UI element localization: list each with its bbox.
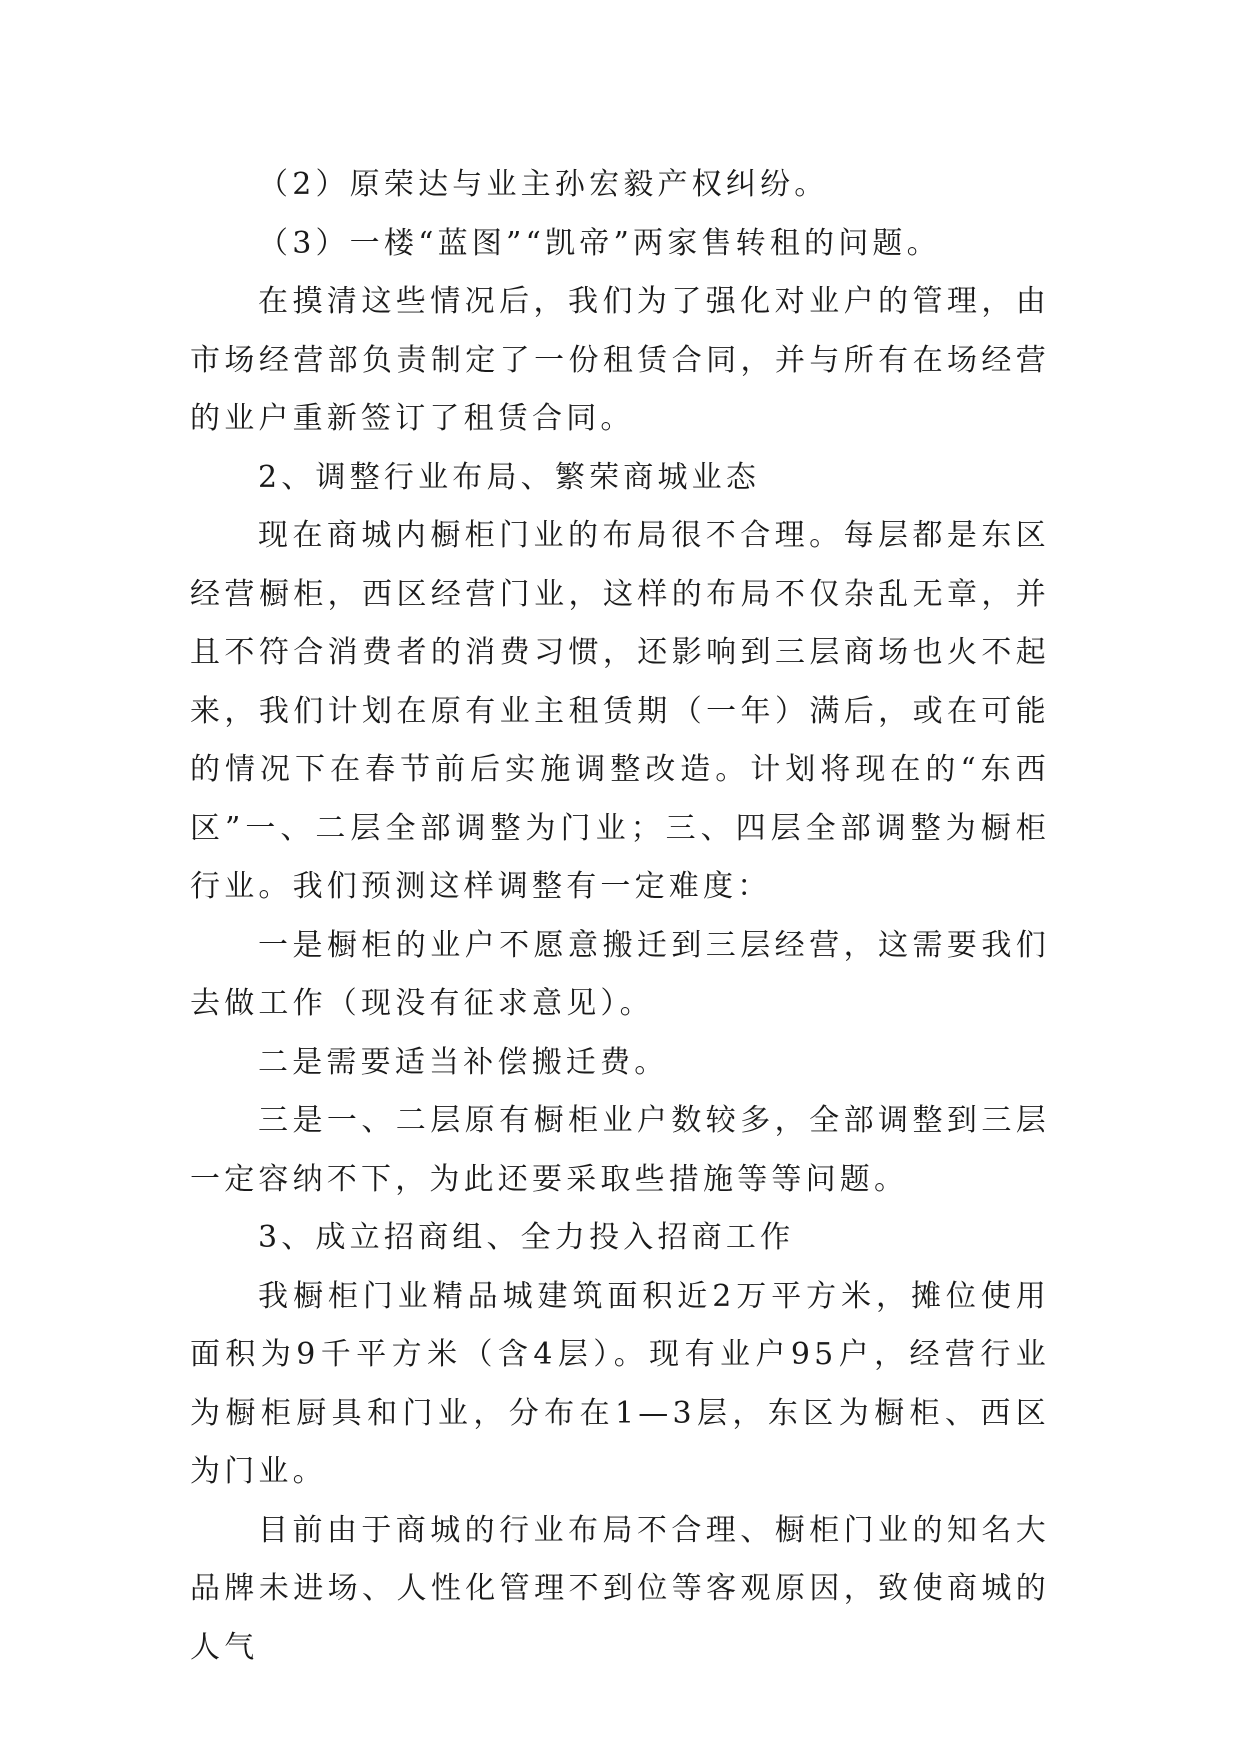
paragraph-current-situation: 目前由于商城的行业布局不合理、橱柜门业的知名大品牌未进场、人性化管理不到位等客观原因，致使商城的人气 xyxy=(190,1512,1050,1665)
paragraph-layout-plan: 现在商城内橱柜门业的布局很不合理。每层都是东区经营橱柜，西区经营门业，这样的布局不仅杂乱无章，并且不符合消费者的消费习惯，还影响到三层商场也火不起来，我们计划在原有业主租赁期（一年）满后，或在可能的情况下在春节前后实施调整改造。计划将现在的“东西区”一、二层全部调整为门业；三、四层全部调整为橱柜行业。我们预测这样调整有一定难度： xyxy=(190,518,1050,904)
section-heading-layout: 2、调整行业布局、繁荣商城业态 xyxy=(258,459,761,495)
paragraph-difficulty-1: 一是橱柜的业户不愿意搬迁到三层经营，这需要我们去做工作（现没有征求意见）。 xyxy=(190,927,1050,1021)
document-body xyxy=(190,156,1050,1677)
paragraph-sublease-issue: （3）一楼“蓝图”“凯帝”两家售转租的问题。 xyxy=(258,225,941,261)
paragraph-building-area: 我橱柜门业精品城建筑面积近2万平方米，摊位使用面积为9千平方米（含4层）。现有业户95户，经营行业为橱柜厨具和门业，分布在1—3层，东区为橱柜、西区为门业。 xyxy=(190,1278,1050,1489)
paragraph-dispute: （2）原荣达与业主孙宏毅产权纠纷。 xyxy=(258,167,829,202)
section-heading-investment: 3、成立招商组、全力投入招商工作 xyxy=(258,1220,795,1255)
paragraph-lease-contract: 在摸清这些情况后，我们为了强化对业户的管理，由市场经营部负责制定了一份租赁合同，并与所有在场经营的业户重新签订了租赁合同。 xyxy=(190,284,1050,436)
paragraph-difficulty-2: 二是需要适当补偿搬迁费。 xyxy=(258,1044,669,1080)
paragraph-difficulty-3: 三是一、二层原有橱柜业户数较多，全部调整到三层一定容纳不下，为此还要采取些措施等等问题。 xyxy=(190,1103,1050,1197)
